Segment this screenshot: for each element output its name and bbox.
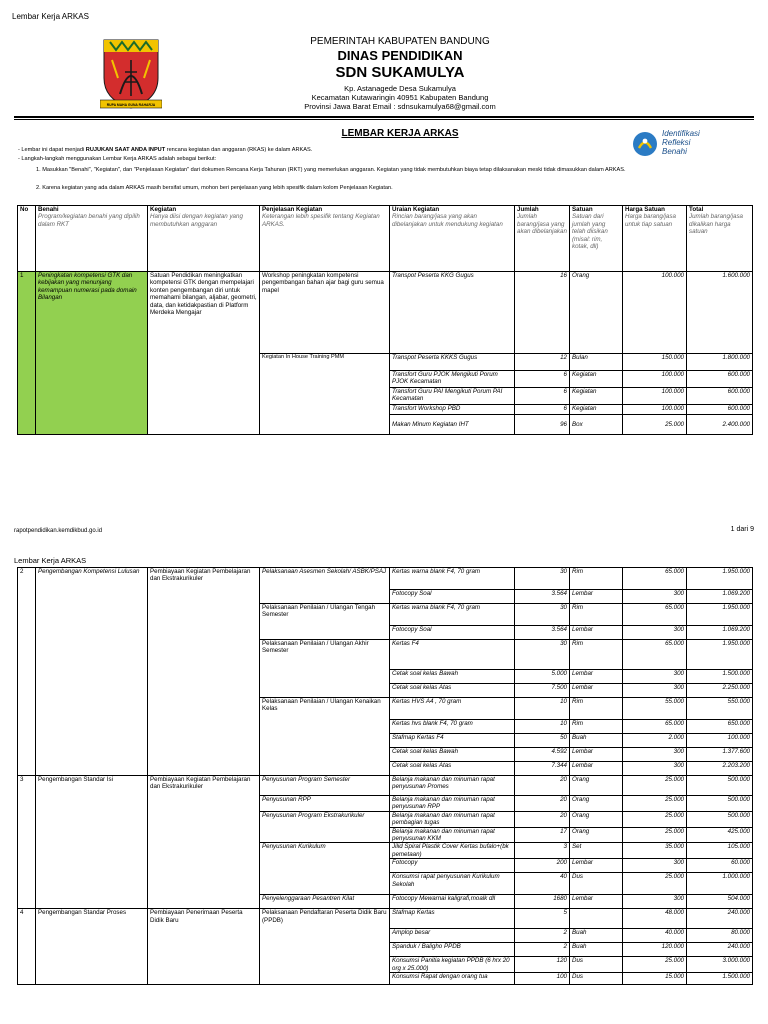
- col-kegiatan: Kegiatan Hanya diisi dengan kegiatan yang membutuhkan anggaran: [148, 206, 260, 272]
- cell-satuan: Dus: [570, 957, 623, 973]
- cell-total: 1.000.000: [687, 873, 753, 895]
- cell-jumlah: 96: [515, 415, 570, 435]
- col-total: Total Jumlah barang/jasa dikalikan harga satuan: [687, 206, 753, 272]
- cell-harga: 300: [623, 590, 687, 604]
- cell-harga: 25.000: [623, 415, 687, 435]
- cell-jumlah: 6: [515, 388, 570, 405]
- footer-page: 1 dari 9: [730, 526, 754, 533]
- cell-total: 1.500.000: [687, 973, 753, 985]
- cell-total: 600.000: [687, 371, 753, 388]
- cell-jumlah: 3.564: [515, 626, 570, 640]
- cell-satuan: Lembar: [570, 590, 623, 604]
- col-benahi: Benahi Program/kegiatan benahi yang dipilih dalam RKT: [36, 206, 148, 272]
- cell-harga: 300: [623, 762, 687, 776]
- col-no: No: [18, 206, 36, 272]
- cell-harga: 25.000: [623, 827, 687, 843]
- cell-uraian: Stafmap Kertas: [390, 909, 515, 929]
- cell-satuan: Orang: [570, 811, 623, 827]
- note-step-2: 2. Karena kegiatan yang ada dalam ARKAS masih bersifat umum, mohon beri penjelasan yang lebih spesifik dalam kolom Penjelasan Kegiatan.: [36, 185, 393, 191]
- cell-total: 105.000: [687, 843, 753, 859]
- cell-satuan: Rim: [570, 640, 623, 670]
- cell-uraian: Cetak soal kelas Bawah: [390, 670, 515, 684]
- cell-penjelasan: Penyelenggaraan Pesantren Kilat: [260, 895, 390, 909]
- cell-satuan: Rim: [570, 568, 623, 590]
- cell-total: 504.000: [687, 895, 753, 909]
- cell-jumlah: 100: [515, 973, 570, 985]
- cell-satuan: Kegiatan: [570, 388, 623, 405]
- cell-uraian: Belanja makanan dan minuman rapat penyusunan KKM: [390, 827, 515, 843]
- dept-title: DINAS PENDIDIKAN: [337, 48, 463, 63]
- identifikasi-badge: [632, 128, 732, 160]
- cell-harga: 300: [623, 895, 687, 909]
- address-line-2: Kecamatan Kutawaringin 40951 Kabupaten Bandung: [311, 93, 489, 102]
- cell-jumlah: 4.592: [515, 748, 570, 762]
- header-divider: [14, 116, 754, 118]
- cell-satuan: Rim: [570, 720, 623, 734]
- cell-harga: 300: [623, 670, 687, 684]
- cell-jumlah: 30: [515, 568, 570, 590]
- cell-jumlah: 12: [515, 354, 570, 371]
- cell-harga: 48.000: [623, 909, 687, 929]
- header-divider-thin: [14, 119, 754, 120]
- cell-harga: 55.000: [623, 698, 687, 720]
- cell-harga: 150.000: [623, 354, 687, 371]
- badge-identifikasi: Identifikasi: [662, 129, 700, 138]
- cell-harga: 2.000: [623, 734, 687, 748]
- cell-uraian: Kertas F4: [390, 640, 515, 670]
- cell-jumlah: 6: [515, 371, 570, 388]
- cell-total: 650.000: [687, 720, 753, 734]
- cell-uraian: Amplop besar: [390, 929, 515, 943]
- cell-satuan: Kegiatan: [570, 405, 623, 415]
- cell-harga: 120.000: [623, 943, 687, 957]
- cell-uraian: Transpot Peserta KKG Gugus: [390, 272, 515, 354]
- cell-uraian: Belanja makanan dan minuman rapat pembagian tugas: [390, 811, 515, 827]
- cell-satuan: Buah: [570, 943, 623, 957]
- cell-jumlah: 40: [515, 873, 570, 895]
- cell-jumlah: 200: [515, 859, 570, 873]
- cell-no: 2: [18, 568, 36, 776]
- cell-jumlah: 10: [515, 720, 570, 734]
- cell-total: 100.000: [687, 734, 753, 748]
- cell-penjelasan: Penyusunan Program Ekstrakurikuler: [260, 811, 390, 843]
- cell-penjelasan: Workshop peningkatan kompetensi pengembangan bahan ajar bagi guru semua mapel: [260, 272, 390, 354]
- col-satuan: Satuan Satuan dari jumlah yang telah diisikan (misal: rim, kotak, dll): [570, 206, 623, 272]
- cell-benahi: Pengembangan Standar Proses: [36, 909, 148, 985]
- cell-satuan: Bulan: [570, 354, 623, 371]
- cell-total: 1.950.000: [687, 604, 753, 626]
- cell-penjelasan: Penyusunan Program Semester: [260, 776, 390, 796]
- cell-jumlah: 2: [515, 943, 570, 957]
- doc-title: LEMBAR KERJA ARKAS: [341, 128, 459, 139]
- cell-total: 500.000: [687, 796, 753, 812]
- cell-satuan: Set: [570, 843, 623, 859]
- cell-satuan: Dus: [570, 873, 623, 895]
- cell-total: 2.400.000: [687, 415, 753, 435]
- cell-total: 1.950.000: [687, 640, 753, 670]
- cell-harga: 100.000: [623, 405, 687, 415]
- cell-benahi: Pengembangan Kompetensi Lulusan: [36, 568, 148, 776]
- cell-penjelasan: Pelaksanaan Penilaian / Ulangan Tengah Semester: [260, 604, 390, 640]
- cell-kegiatan: Pembiayaan Kegiatan Pembelajaran dan Ekstrakurikuler: [148, 776, 260, 909]
- cell-satuan: Kegiatan: [570, 371, 623, 388]
- arkas-table-page2: [17, 567, 753, 985]
- cell-uraian: Cetak soal kelas Bawah: [390, 748, 515, 762]
- cell-satuan: Orang: [570, 796, 623, 812]
- note-2: - Langkah-langkah menggunakan Lembar Kerja ARKAS adalah sebagai berikut:: [18, 156, 217, 162]
- cell-total: 240.000: [687, 909, 753, 929]
- cell-penjelasan: Penyusunan RPP: [260, 796, 390, 812]
- cell-total: 550.000: [687, 698, 753, 720]
- cell-total: 600.000: [687, 405, 753, 415]
- cell-harga: 25.000: [623, 873, 687, 895]
- cell-jumlah: 17: [515, 827, 570, 843]
- cell-penjelasan: Pelaksanaan Penilaian / Ulangan Akhir Semester: [260, 640, 390, 698]
- table-row: [18, 909, 753, 929]
- table-header-row: [18, 206, 753, 272]
- cell-kegiatan: Pembiayaan Kegiatan Pembelajaran dan Ekstrakurikuler: [148, 568, 260, 776]
- cell-harga: 25.000: [623, 957, 687, 973]
- cell-jumlah: 5.000: [515, 670, 570, 684]
- cell-uraian: Belanja makanan dan minuman rapat penyusunan RPP: [390, 796, 515, 812]
- cell-uraian: Konsumsi rapat penyusunan Kurikulum Sekolah: [390, 873, 515, 895]
- cell-jumlah: 120: [515, 957, 570, 973]
- cell-satuan: Lembar: [570, 762, 623, 776]
- cell-kegiatan: Satuan Pendidikan meningkatkan kompetensi GTK dengan mempelajari konten pengembangan diri untuk memahami bilangan, aljabar, geometri, data, dan ketidakpastian di Platform Merdeka Mengajar: [148, 272, 260, 435]
- cell-harga: 65.000: [623, 604, 687, 626]
- cell-jumlah: 20: [515, 796, 570, 812]
- note-step-1: 1. Masukkan "Benahi", "Kegiatan", dan "Penjelasan Kegiatan" dari dokumen Rencana Kerja Tahunan (RKT) yang memerlukan anggaran. Kegiatan yang tidak membutuhkan biaya tetap dilaksanakan meski tidak dimasukkan dalam ARKAS.: [36, 167, 626, 173]
- address-line-3: Provinsi Jawa Barat Email : sdnsukamulya68@gmail.com: [304, 102, 496, 111]
- cell-jumlah: 7.344: [515, 762, 570, 776]
- cell-jumlah: 10: [515, 698, 570, 720]
- cell-total: 1.377.600: [687, 748, 753, 762]
- school-title: SDN SUKAMULYA: [335, 64, 465, 81]
- cell-harga: 100.000: [623, 272, 687, 354]
- cell-kegiatan: Pembiayaan Penerimaan Peserta Didik Baru: [148, 909, 260, 985]
- cell-total: 500.000: [687, 811, 753, 827]
- cell-satuan: Buah: [570, 929, 623, 943]
- cell-jumlah: 20: [515, 776, 570, 796]
- cell-satuan: Lembar: [570, 670, 623, 684]
- page2-header: Lembar Kerja ARKAS: [14, 556, 87, 565]
- cell-jumlah: 30: [515, 640, 570, 670]
- cell-uraian: Kertas warna blank F4, 70 gram: [390, 604, 515, 626]
- cell-penjelasan: Penyusunan Kurikulum: [260, 843, 390, 895]
- col-uraian: Uraian Kegiatan Rincian barang/jasa yang akan dibelanjakan untuk mendukung kegiatan: [390, 206, 515, 272]
- cell-satuan: Lembar: [570, 859, 623, 873]
- cell-total: 600.000: [687, 388, 753, 405]
- cell-harga: 300: [623, 626, 687, 640]
- cell-satuan: Orang: [570, 272, 623, 354]
- cell-uraian: Transfort Guru PJOK Mengikuti Porum PJOK Kecamatan: [390, 371, 515, 388]
- cell-satuan: Buah: [570, 734, 623, 748]
- cell-uraian: Fotocopy Soal: [390, 590, 515, 604]
- cell-jumlah: 20: [515, 811, 570, 827]
- arkas-table-page1: [17, 205, 753, 435]
- cell-jumlah: 5: [515, 909, 570, 929]
- cell-total: 1.069.200: [687, 626, 753, 640]
- cell-harga: 65.000: [623, 640, 687, 670]
- cell-uraian: Fotocopy Mewarnai kaligrafi,moalk dll: [390, 895, 515, 909]
- cell-jumlah: 50: [515, 734, 570, 748]
- cell-penjelasan: Pelaksanaan Pendaftaran Peserta Didik Baru (PPDB): [260, 909, 390, 985]
- cell-total: 80.000: [687, 929, 753, 943]
- tut-wuri-icon: [632, 131, 658, 157]
- col-jumlah: Jumlah Jumlah barang/jasa yang akan dibelanjakan: [515, 206, 570, 272]
- cell-harga: 65.000: [623, 720, 687, 734]
- address-line-1: Kp. Astanagede Desa Sukamulya: [344, 84, 456, 93]
- cell-jumlah: 16: [515, 272, 570, 354]
- cell-uraian: Cetak soal kelas Atas: [390, 684, 515, 698]
- cell-jumlah: 30: [515, 604, 570, 626]
- table-row: [18, 776, 753, 796]
- cell-jumlah: 2: [515, 929, 570, 943]
- table-row: [18, 568, 753, 590]
- cell-total: 425.000: [687, 827, 753, 843]
- cell-total: 1.069.200: [687, 590, 753, 604]
- cell-total: 1.950.000: [687, 568, 753, 590]
- cell-satuan: Lembar: [570, 748, 623, 762]
- cell-jumlah: 7.500: [515, 684, 570, 698]
- cell-harga: 300: [623, 684, 687, 698]
- cell-total: 1.500.000: [687, 670, 753, 684]
- cell-uraian: Konsumsi Panitia kegiatan PPDB (6 hrx 20 org x 25.000): [390, 957, 515, 973]
- cell-penjelasan: Kegiatan In House Training PMM: [260, 354, 390, 435]
- cell-uraian: Makan Minum Kegiatan IHT: [390, 415, 515, 435]
- cell-satuan: [570, 909, 623, 929]
- col-penjelasan: Penjelasan Kegiatan Keterangan lebih spesifik tentang Kegiatan ARKAS.: [260, 206, 390, 272]
- cell-satuan: Orang: [570, 776, 623, 796]
- cell-uraian: Cetak soal kelas Atas: [390, 762, 515, 776]
- cell-satuan: Lembar: [570, 684, 623, 698]
- cell-uraian: Transfort Guru PAI Mengikuti Porum PAI Kecamatan: [390, 388, 515, 405]
- cell-uraian: Transpot Peserta KKKS Gugus: [390, 354, 515, 371]
- cell-total: 1.800.000: [687, 354, 753, 371]
- cell-satuan: Box: [570, 415, 623, 435]
- cell-harga: 40.000: [623, 929, 687, 943]
- badge-benahi: Benahi: [662, 147, 687, 156]
- cell-benahi: Peningkatan kompetensi GTK dan kebijakan yang menunjang kemampuan numerasi pada domain Bilangan: [36, 272, 148, 435]
- cell-harga: 25.000: [623, 796, 687, 812]
- cell-uraian: Kertas warna blank F4, 70 gram: [390, 568, 515, 590]
- cell-no: 1: [18, 272, 36, 435]
- cell-harga: 100.000: [623, 388, 687, 405]
- logo-caption: RUPA MAHA GUNA RAHARJA: [106, 103, 156, 107]
- cell-no: 3: [18, 776, 36, 909]
- cell-penjelasan: Pelaksanaan Asesmen Sekolah/ ASBK/PSAJ: [260, 568, 390, 604]
- cell-total: 3.000.000: [687, 957, 753, 973]
- cell-total: 2.203.200: [687, 762, 753, 776]
- cell-satuan: Orang: [570, 827, 623, 843]
- cell-satuan: Lembar: [570, 626, 623, 640]
- cell-uraian: Kertas HVS A4 , 70 gram: [390, 698, 515, 720]
- cell-satuan: Lembar: [570, 895, 623, 909]
- kabupaten-bandung-logo: [100, 38, 162, 110]
- gov-title: PEMERINTAH KABUPATEN BANDUNG: [310, 36, 490, 47]
- cell-harga: 300: [623, 859, 687, 873]
- cell-jumlah: 6: [515, 405, 570, 415]
- cell-total: 240.000: [687, 943, 753, 957]
- cell-uraian: Kertas hvs blank F4, 70 gram: [390, 720, 515, 734]
- cell-uraian: Spanduk / Baligho PPDB: [390, 943, 515, 957]
- cell-satuan: Rim: [570, 604, 623, 626]
- cell-harga: 35.000: [623, 843, 687, 859]
- badge-refleksi: Refleksi: [662, 138, 691, 147]
- cell-total: 2.250.000: [687, 684, 753, 698]
- cell-satuan: Rim: [570, 698, 623, 720]
- cell-uraian: Belanja makanan dan minuman rapat penyusunan Promes: [390, 776, 515, 796]
- cell-penjelasan: Pelaksanaan Penilaian / Ulangan Kenaikan Kelas: [260, 698, 390, 776]
- cell-total: 60.000: [687, 859, 753, 873]
- cell-harga: 25.000: [623, 776, 687, 796]
- cell-harga: 100.000: [623, 371, 687, 388]
- cell-uraian: Jilid Spiral Plastik Cover Kertas bufalo+(bk pemetaan): [390, 843, 515, 859]
- cell-harga: 15.000: [623, 973, 687, 985]
- table-row: [18, 272, 753, 354]
- cell-harga: 25.000: [623, 811, 687, 827]
- cell-jumlah: 1680: [515, 895, 570, 909]
- cell-uraian: Stafmap Kertas F4: [390, 734, 515, 748]
- footer-url: rapotpendidikan.kemdikbud.go.id: [14, 528, 103, 534]
- cell-satuan: Dus: [570, 973, 623, 985]
- col-harga: Harga Satuan Harga barang/jasa untuk tiap satuan: [623, 206, 687, 272]
- cell-harga: 300: [623, 748, 687, 762]
- cell-benahi: Pengembangan Standar Isi: [36, 776, 148, 909]
- cell-jumlah: 3.564: [515, 590, 570, 604]
- cell-uraian: Transfort Workshop PBD: [390, 405, 515, 415]
- cell-harga: 65.000: [623, 568, 687, 590]
- page-header: Lembar Kerja ARKAS: [12, 12, 89, 21]
- cell-total: 1.600.000: [687, 272, 753, 354]
- cell-uraian: Konsumsi Rapat dengan orang tua: [390, 973, 515, 985]
- note-1: - Lembar ini dapat menjadi RUJUKAN SAAT ANDA INPUT rencana kegiatan dan anggaran (RKAS) ke dalam ARKAS.: [18, 147, 313, 153]
- cell-uraian: Fotocopy: [390, 859, 515, 873]
- cell-total: 500.000: [687, 776, 753, 796]
- cell-jumlah: 3: [515, 843, 570, 859]
- cell-uraian: Fotocopy Soal: [390, 626, 515, 640]
- cell-no: 4: [18, 909, 36, 985]
